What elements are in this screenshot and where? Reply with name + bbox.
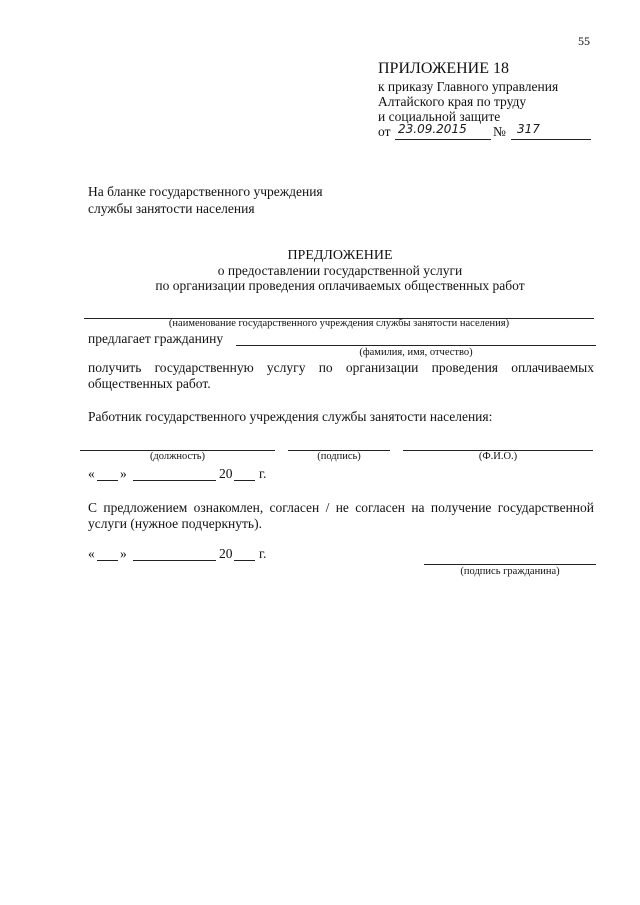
appendix-date-prefix: от [378, 124, 391, 139]
fio-short-caption: (Ф.И.О.) [478, 451, 518, 462]
date2-day-line [97, 560, 118, 561]
appendix-line-2: Алтайского края по труду [378, 94, 527, 109]
date-year-line [234, 480, 255, 481]
consent-text: С предложением ознакомлен, согласен / не согласен на получение государственной услуги (нужное подчеркнуть). [88, 500, 594, 531]
date-year-suffix: г. [259, 466, 267, 481]
date2-year-prefix: 20 [219, 546, 233, 561]
date2-year-line [234, 560, 255, 561]
date-close-quote: » [120, 466, 127, 481]
appendix-title: ПРИЛОЖЕНИЕ 18 [378, 60, 510, 77]
document-title: ПРЕДЛОЖЕНИЕ [287, 248, 393, 263]
appendix-line-1: к приказу Главного управления [378, 79, 559, 94]
date2-close-quote: » [120, 546, 127, 561]
date-day-line [97, 480, 118, 481]
date-year-prefix: 20 [219, 466, 233, 481]
position-caption: (должность) [149, 451, 206, 462]
appendix-number-prefix: № [493, 124, 506, 139]
fio-caption: (фамилия, имя, отчество) [359, 347, 473, 358]
page-number: 55 [578, 34, 590, 48]
letterhead-line-1: На бланке государственного учреждения [88, 184, 323, 199]
document-subtitle-2: по организации проведения оплачиваемых общественных работ [155, 278, 525, 293]
citizen-signature-caption: (подпись гражданина) [460, 566, 560, 577]
employee-label: Работник государственного учреждения службы занятости населения: [88, 409, 493, 424]
citizen-fio-line [236, 345, 596, 346]
signature-caption: (подпись) [317, 451, 361, 462]
offer-paragraph: получить государственную услугу по организации проведения оплачиваемых общественных работ. [88, 360, 594, 391]
institution-caption: (наименование государственного учреждения службы занятости населения) [168, 318, 510, 329]
appendix-number-line [511, 139, 591, 140]
offers-label: предлагает гражданину [88, 331, 224, 346]
date2-open-quote: « [88, 546, 95, 561]
appendix-date-line [395, 139, 491, 140]
date2-year-suffix: г. [259, 546, 267, 561]
date2-month-line [133, 560, 216, 561]
date-month-line [133, 480, 216, 481]
letterhead-line-2: службы занятости населения [88, 201, 255, 216]
date-open-quote: « [88, 466, 95, 481]
appendix-line-3: и социальной защите [378, 109, 501, 124]
appendix-date-value: 23.09.2015 [398, 122, 467, 136]
citizen-signature-line [424, 564, 596, 565]
document-subtitle-1: о предоставлении государственной услуги [217, 263, 463, 278]
appendix-number-value: 317 [517, 122, 540, 136]
